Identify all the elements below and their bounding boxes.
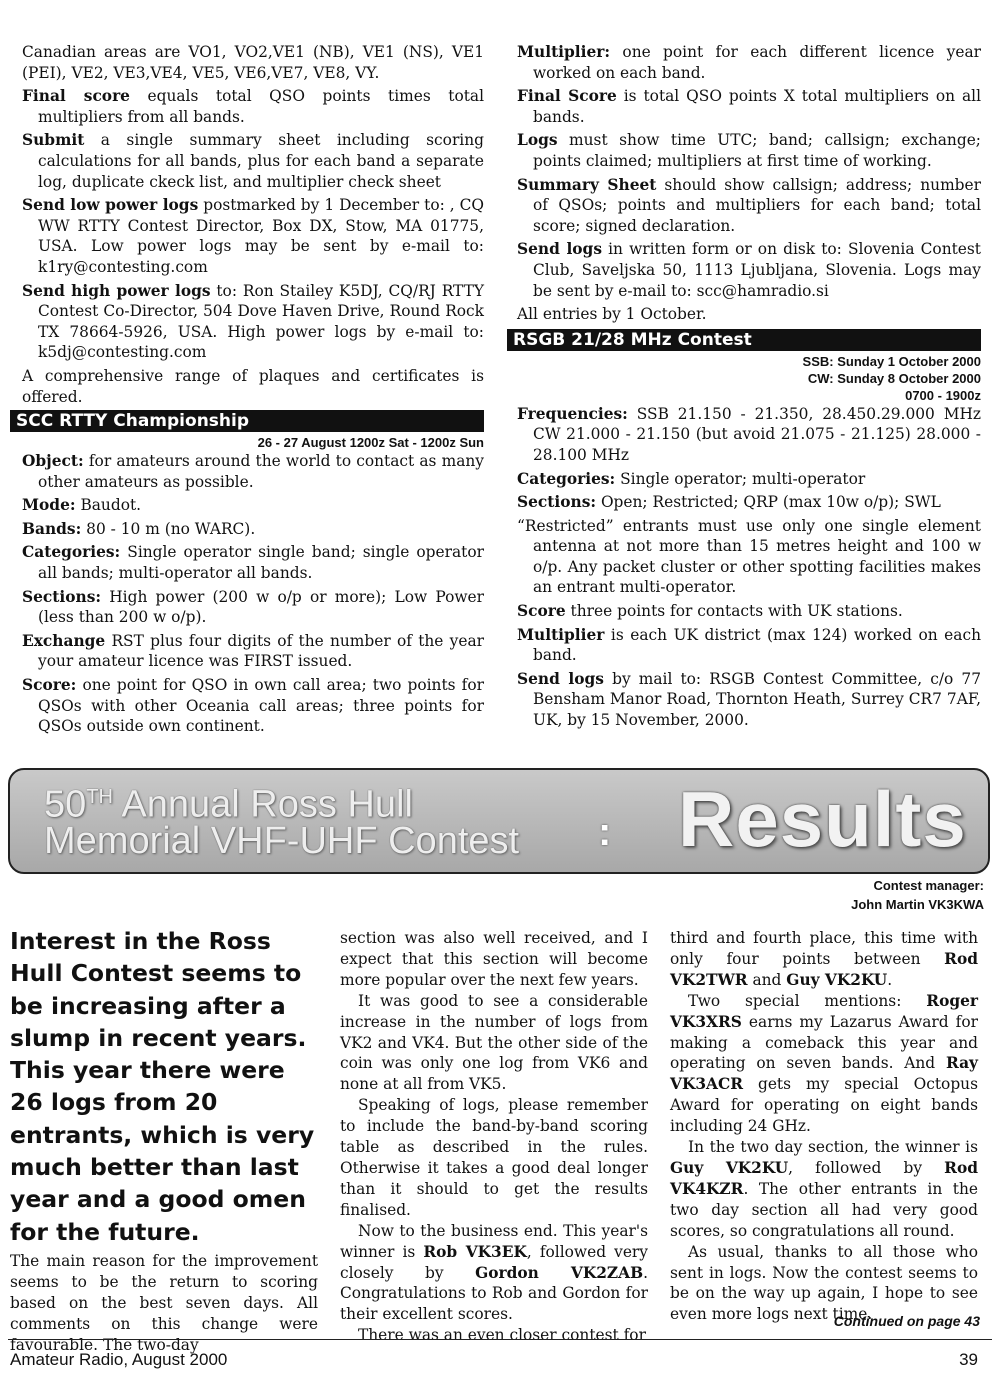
lead-paragraph: Interest in the Ross Hull Contest seems to be increasing after a slump in recent years. This year there were 26 logs from 20 entrants, which is very much better than last year and a good omen for the future. (10, 927, 315, 1246)
scc-rules-list (22, 451, 484, 737)
rule-text: equals total QSO points times total multipliers from all bands. (38, 87, 484, 126)
rule-item (517, 175, 981, 237)
contest-manager (851, 876, 984, 914)
article-paragraph: Speaking of logs, please remember to include the band-by-band scoring table as described in the rules. Otherwise it takes a good deal longer than it should to get the results finalised. (340, 1096, 648, 1219)
rule-text: postmarked by 1 December to: , CQ WW RTTY Contest Director, Box DX, Stow, MA 01775, USA. Low power logs may be sent by e-mail to: k1ry@contesting.com (38, 196, 484, 276)
rule-text: a single summary sheet including scoring calculations for all bands, plus for each band a separate log, duplicate ckeck list, and multiplier check sheet (38, 131, 484, 191)
banner-line2: Memorial VHF-UHF Contest (44, 820, 520, 862)
rule-text: must show time UTC; band; callsign; exchange; points claimed; multipliers at first time of working. (533, 131, 981, 170)
rsgb-rules-list (517, 404, 981, 731)
rule-label: Score: (22, 676, 77, 695)
rule-item (517, 86, 981, 127)
rule-item (517, 42, 981, 83)
rule-item (22, 86, 484, 127)
rule-label: Score (517, 602, 566, 621)
rule-label: Multiplier: (517, 43, 611, 61)
rule-text: one point for QSO in own call area; two points for QSOs with other Oceania call areas; three points for QSOs outside own continent. (38, 676, 484, 736)
rule-label: Send high power logs (22, 281, 211, 300)
rule-label: Submit (22, 131, 85, 150)
rule-label: Send logs (517, 240, 602, 259)
rsgb-date-cw: CW: Sunday 8 October 2000 (807, 370, 981, 386)
article-paragraph: third and fourth place, this time with only four points between Rod VK2TWR and Guy VK2KU. (670, 929, 978, 989)
rule-item (22, 587, 484, 628)
article-col1-tail: The main reason for the improvement seems to be the return to scoring based on the best seven days. All comments on this change were favourable. The two-day (10, 1252, 318, 1354)
rule-text: 80 - 10 m (no WARC). (81, 519, 256, 538)
rule-item (517, 492, 981, 513)
footer-rule (8, 1339, 992, 1340)
rule-item (22, 519, 484, 540)
rule-label: Multiplier (517, 625, 605, 644)
rsgb-time: 0700 - 1900z (905, 387, 981, 403)
column-left-top (16, 42, 484, 740)
article-paragraph: Two special mentions: Roger VK3XRS earns my Lazarus Award for making a comeback this year and operating on seven bands. And Ray VK3ACR gets my special Octopus Award for operating on eight bands including 24 GHz. (670, 991, 978, 1136)
manager-label: Contest manager: (873, 878, 984, 893)
rule-item (22, 495, 484, 516)
rule-text: for amateurs around the world to contact as many other amateurs as possible. (38, 452, 484, 491)
rule-label: Bands: (22, 519, 82, 538)
article-paragraph: section was also well received, and I expect that this section will become more popular over the next few years. (340, 929, 648, 989)
footer-publication: Amateur Radio, August 2000 (10, 1350, 228, 1369)
continued-note: Continued on page 43 (833, 1313, 980, 1329)
banner-colon: : (598, 810, 612, 854)
rule-label: Sections: (517, 493, 597, 512)
rule-label: Logs (517, 131, 558, 150)
rule-text: is each UK district (max 124) worked on each band. (533, 625, 981, 665)
article-paragraph: In the two day section, the winner is Guy VK2KU, followed by Rod VK4KZR. The other entrants in the two day section all had very good scores, so congratulations all round. (670, 1138, 978, 1240)
rule-text: three points for contacts with UK stations. (565, 602, 903, 621)
rule-item (22, 281, 484, 363)
rule-text: by mail to: RSGB Contest Committee, c/o 77 Bensham Manor Road, Thornton Heath, Surrey CR7 7AF, UK, by 15 November, 2000. (533, 669, 981, 730)
rule-text: Single operator single band; single operator all bands; multi-operator all bands. (38, 543, 484, 583)
rule-label: Mode: (22, 496, 76, 515)
article-col2 (340, 928, 648, 1346)
rsgb-date-ssb: SSB: Sunday 1 October 2000 (802, 353, 981, 369)
rule-label: Categories: (517, 469, 616, 488)
rule-text: Baudot. (75, 496, 142, 515)
article-col3 (670, 928, 978, 1325)
rule-label: Sections: (22, 587, 102, 606)
rule-text: “Restricted” entrants must use only one single element antenna at not more than 15 metres height and 100 w o/p. Any packet cluster or other spotting facilities makes an entrant multi-operator. (517, 516, 981, 597)
rule-text: Canadian areas are VO1, VO2,VE1 (NB), VE1 (NS), VE1 (PEI), VE2, VE3,VE4, VE5, VE6,VE7, VE8, VY. (22, 43, 484, 82)
rule-label: Exchange (22, 631, 106, 650)
cq-rules-list (22, 42, 484, 407)
rule-text: High power (200 w o/p or more); Low Power (less than 200 w o/p). (38, 587, 484, 627)
rule-item (22, 451, 484, 492)
column-right-top (513, 42, 981, 734)
rule-label: Send low power logs (22, 196, 199, 215)
rule-text: to: Ron Stailey K5DJ, CQ/RJ RTTY Contest Co-Director, 504 Dove Haven Drive, Round Rock TX 78664-5926, USA. High power logs by e-mail to: k5dj@contesting.com (38, 281, 484, 362)
rule-item (517, 601, 981, 622)
rule-label: Send logs (517, 669, 604, 688)
rule-text: Open; Restricted; QRP (max 10w o/p); SWL (596, 493, 941, 512)
rule-text: RST plus four digits of the number of the year your amateur licence was FIRST issued. (38, 631, 484, 671)
article-paragraph: Now to the business end. This year's winner is Rob VK3EK, followed very closely by Gordon VK2ZAB. Congratulations to Rob and Gordon for their excellent scores. (340, 1221, 648, 1324)
rule-text: A comprehensive range of plaques and certificates is offered. (22, 366, 484, 406)
rule-item (517, 669, 981, 731)
rule-item (22, 42, 484, 83)
rule-text: should show callsign; address; number of QSOs; points and multipliers for each band; total score; signed declaration. (533, 175, 981, 235)
rule-label: Final Score (517, 87, 617, 106)
rule-text: in written form or on disk to: Slovenia Contest Club, Saveljska 50, 1113 Ljubljana, Slovenia. Logs may be sent by e-mail to: scc@hamradio.si (533, 240, 981, 300)
rule-label: Frequencies: (517, 404, 628, 423)
rule-label: Summary Sheet (517, 175, 657, 194)
rule-text: All entries by 1 October. (517, 305, 707, 324)
rule-text: Single operator; multi-operator (615, 469, 866, 488)
rule-item (517, 404, 981, 466)
rule-item (22, 366, 484, 407)
rule-text: SSB 21.150 - 21.350, 28.450.29.000 MHz CW 21.000 - 21.150 (but avoid 21.075 - 21.125) 28.000 - 28.100 MHz (533, 404, 981, 464)
rule-item (517, 469, 981, 490)
article-paragraph: As usual, thanks to all those who sent in logs. Now the contest seems to be on the way up again, I hope to see even more logs next time. (670, 1242, 978, 1324)
article-paragraph: It was good to see a considerable increase in the number of logs from VK2 and VK4. But the other side of the coin was only one log from VK6 and none at all from VK5. (340, 991, 648, 1094)
rule-item (517, 625, 981, 666)
article-paragraph: There was an even closer contest for (358, 1326, 646, 1345)
rule-item (517, 304, 981, 325)
rsgb-section-header: RSGB 21/28 MHz Contest (507, 329, 981, 351)
rule-item (22, 195, 484, 277)
rule-item (22, 675, 484, 737)
scc-dates: 26 - 27 August 1200z Sat - 1200z Sun (257, 435, 484, 451)
rule-item (22, 542, 484, 583)
rule-item (517, 239, 981, 301)
rule-label: Final score (22, 87, 130, 106)
scc-rules-cont-list (517, 42, 981, 325)
scc-section-header: SCC RTTY Championship (10, 410, 484, 432)
banner-line1: 50TH Annual Ross Hull (44, 783, 413, 826)
rule-item (22, 631, 484, 672)
rule-item (517, 130, 981, 171)
banner-results: Results (678, 775, 967, 863)
manager-name: John Martin VK3KWA (851, 897, 984, 912)
rule-item (22, 130, 484, 192)
rule-item (517, 516, 981, 598)
rule-text: one point for each different licence year worked on each band. (533, 43, 981, 82)
rule-text: is total QSO points X total multipliers on all bands. (533, 87, 981, 126)
rule-label: Object: (22, 452, 84, 471)
footer-page-number: 39 (959, 1350, 978, 1369)
rule-label: Categories: (22, 543, 121, 562)
results-banner (8, 768, 990, 874)
